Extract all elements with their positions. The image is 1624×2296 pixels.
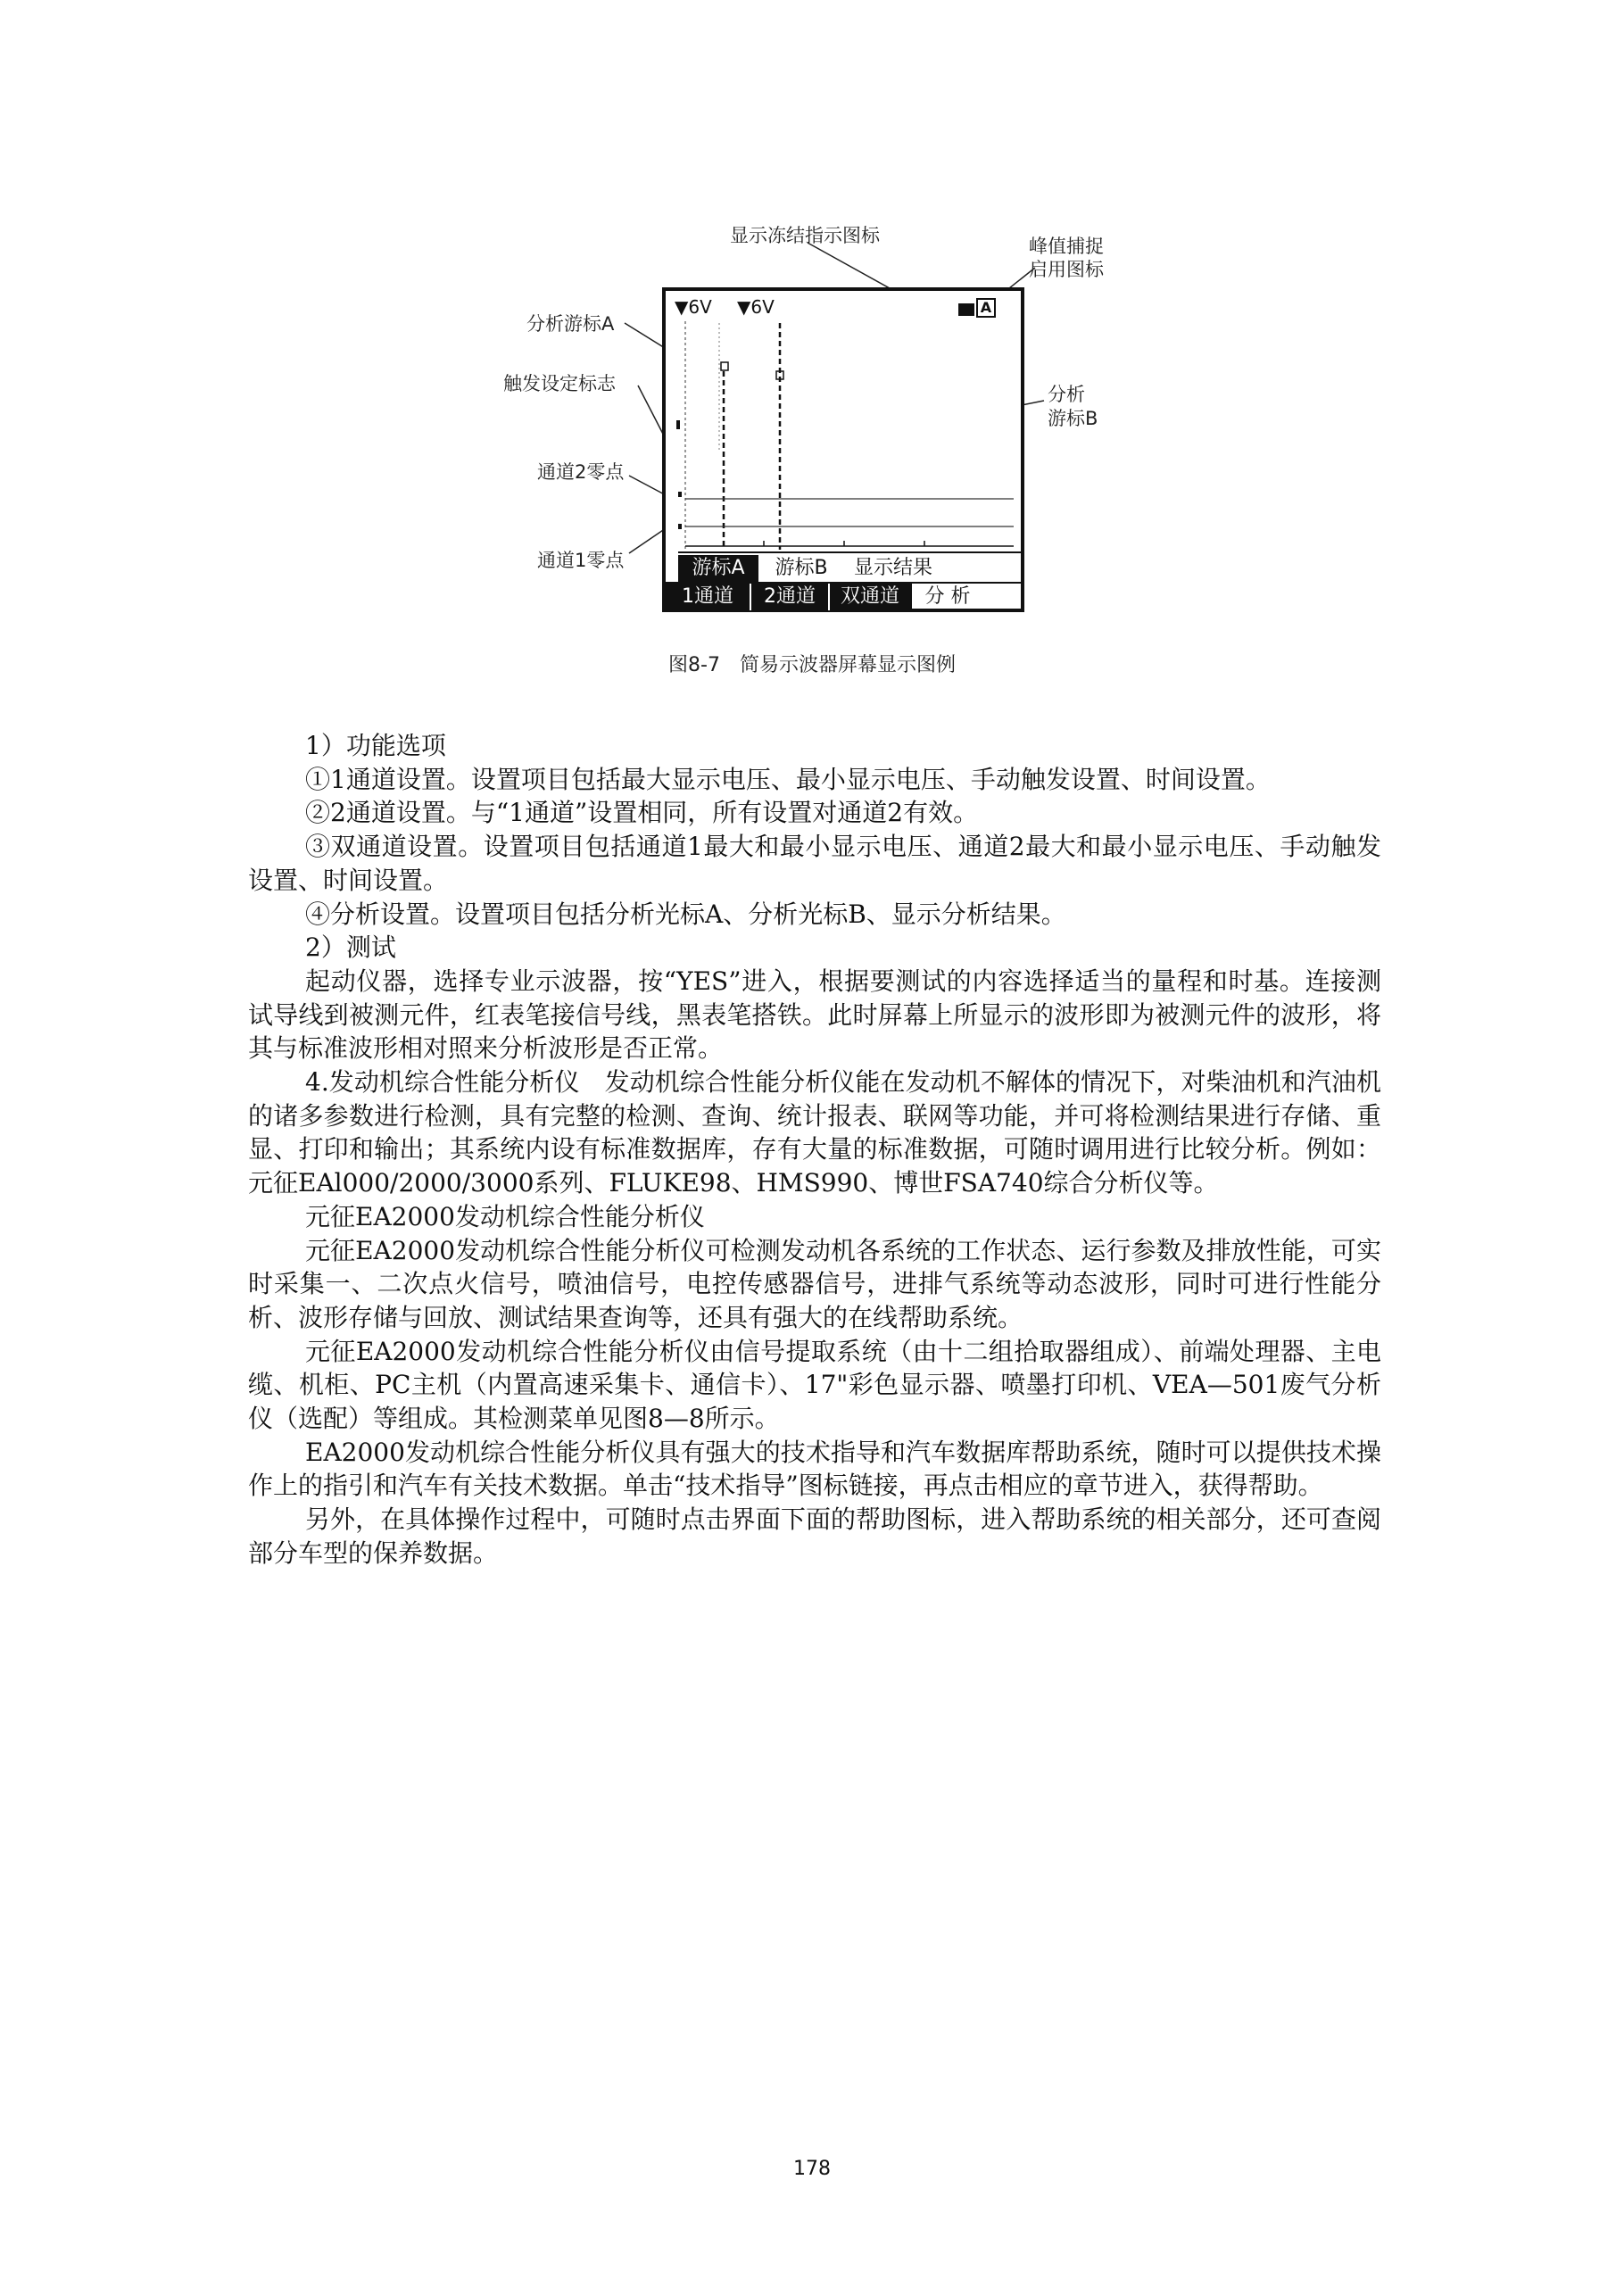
menu-cursor-a[interactable]: 游标A	[678, 555, 758, 582]
trigger-mark	[676, 420, 680, 429]
paragraph: 4.发动机综合性能分析仪 发动机综合性能分析仪能在发动机不解体的情况下，对柴油机和汽油机的诸多参数进行检测，具有完整的检测、查询、统计报表、联网等功能，并可将检测结果进行存储、重显、打印和输出；其系统内设有标准数据库，存有大量的标准数据，可随时调用进行比较分析。例如：元征EAl000/2000/3000系列、FLUKE98、HMS990、博世FSA740综合分析仪等。	[248, 1067, 1381, 1198]
paragraph: 元征EA2000发动机综合性能分析仪由信号提取系统（由十二组拾取器组成）、前端处理器、主电缆、机柜、PC主机（内置高速采集卡、通信卡）、17"彩色显示器、喷墨打印机、VEA—501废气分析仪（选配）等组成。其检测菜单见图8—8所示。	[248, 1336, 1381, 1434]
label-cursor-a: 分析游标A	[526, 313, 615, 335]
page-number: 178	[793, 2158, 831, 2180]
label-cursor-b-line1: 分析	[1048, 384, 1085, 405]
ch1-zero-mark	[678, 524, 682, 529]
ch2-zero-mark	[678, 492, 682, 497]
menu-show-result[interactable]: 显示结果	[853, 557, 932, 579]
section-heading-functions: 1）功能选项	[305, 731, 446, 760]
paragraph: ④分析设置。设置项目包括分析光标A、分析光标B、显示分析结果。	[305, 899, 1066, 929]
menu-ch2[interactable]: 2通道	[751, 584, 830, 610]
ch1-voltage-readout: ▼6V	[675, 296, 712, 318]
label-freeze-icon: 显示冻结指示图标	[730, 225, 880, 246]
label-ch2-zero: 通道2零点	[537, 461, 625, 483]
section-heading-test: 2）测试	[305, 932, 396, 963]
body-text	[248, 729, 1381, 1571]
paragraph: 另外，在具体操作过程中，可随时点击界面下面的帮助图标，进入帮助系统的相关部分，还可查阅部分车型的保养数据。	[248, 1504, 1381, 1568]
paragraph: 元征EA2000发动机综合性能分析仪可检测发动机各系统的工作状态、运行参数及排放性能，可实时采集一、二次点火信号，喷油信号，电控传感器信号，进排气系统等动态波形，同时可进行性能分析、波形存储与回放、测试结果查询等，还具有强大的在线帮助系统。	[248, 1235, 1381, 1332]
oscilloscope-figure	[482, 214, 1142, 678]
label-cursor-b-line2: 游标B	[1048, 408, 1098, 429]
cursor-a-marker	[721, 362, 728, 370]
menu-analysis[interactable]: 分 析	[910, 584, 983, 610]
ch2-voltage-readout: ▼6V	[737, 296, 775, 318]
menu-cursor-b[interactable]: 游标B	[775, 557, 828, 579]
menu-dual-channel[interactable]: 双通道	[830, 584, 910, 610]
label-peak-capture-line2: 启用图标	[1029, 259, 1104, 280]
figure-caption: 图8-7 简易示波器屏幕显示图例	[668, 654, 956, 676]
label-ch1-zero: 通道1零点	[537, 550, 625, 571]
channel-menu-row	[666, 582, 1021, 610]
label-peak-capture-line1: 峰值捕捉	[1029, 236, 1104, 257]
paragraph: EA2000发动机综合性能分析仪具有强大的技术指导和汽车数据库帮助系统，随时可以提供技术操作上的指引和汽车有关技术数据。单击“技术指导”图标链接，再点击相应的章节进入，获得帮助。	[248, 1437, 1381, 1501]
cursor-menu-row	[678, 551, 1021, 582]
oscilloscope-screen	[662, 287, 1024, 612]
menu-ch1[interactable]: 1通道	[666, 584, 751, 610]
label-trigger-mark: 触发设定标志	[503, 373, 616, 394]
peak-capture-icon: A	[976, 298, 996, 318]
subheading-ea2000: 元征EA2000发动机综合性能分析仪	[305, 1201, 705, 1231]
paragraph: ③双通道设置。设置项目包括通道1最大和最小显示电压、通道2最大和最小显示电压、手动触发设置、时间设置。	[248, 832, 1381, 895]
paragraph: 起动仪器，选择专业示波器，按“YES”进入，根据要测试的内容选择适当的量程和时基。连接测试导线到被测元件，红表笔接信号线，黑表笔搭铁。此时屏幕上所显示的波形即为被测元件的波形，将其与标准波形相对照来分析波形是否正常。	[248, 966, 1381, 1064]
paragraph: ②2通道设置。与“1通道”设置相同，所有设置对通道2有效。	[305, 798, 979, 828]
waveform-area	[666, 291, 1021, 559]
paragraph: ①1通道设置。设置项目包括最大显示电压、最小显示电压、手动触发设置、时间设置。	[305, 764, 1271, 794]
